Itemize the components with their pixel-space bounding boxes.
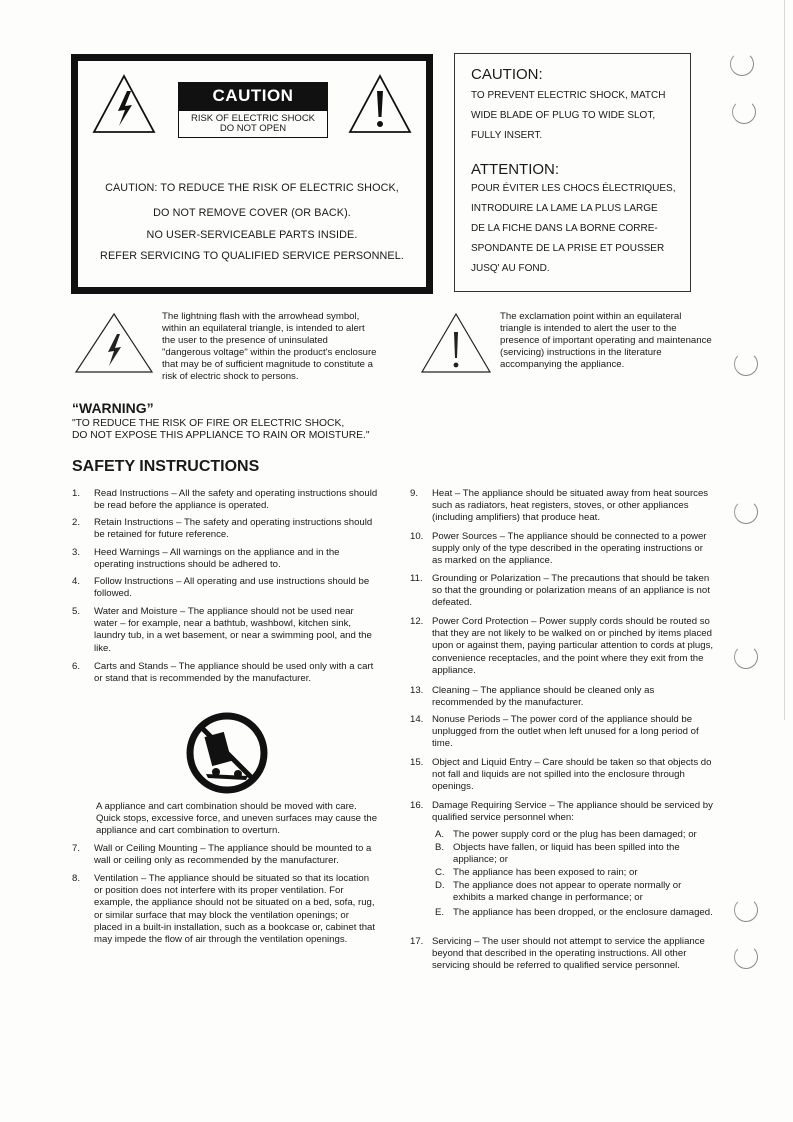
caution-line-2: DO NOT REMOVE COVER (OR BACK). — [153, 207, 351, 219]
sub-item-letter: D. — [435, 880, 445, 891]
binder-hole-mark — [730, 52, 754, 76]
sub-item-text: The appliance has been exposed to rain; or — [453, 867, 638, 878]
item-number: 3. — [72, 547, 81, 558]
caution-line-3: NO USER-SERVICEABLE PARTS INSIDE. — [146, 229, 358, 241]
sub-item-text: The power supply cord or the plug has been damaged; or — [453, 829, 697, 840]
sub-item-letter: E. — [435, 907, 445, 918]
item-text: Cleaning – The appliance should be cleaned only as recommended by the manufacturer. — [432, 685, 655, 709]
plug-caution-box — [454, 53, 691, 292]
cart-note: A appliance and cart combination should be moved with care. Quick stops, excessive force, and uneven surfaces may cause the appliance and cart combination to overturn. — [96, 801, 378, 837]
item-number: 10. — [410, 531, 424, 542]
sub-item-letter: A. — [435, 829, 445, 840]
sub-item-text: Objects have fallen, or liquid has been spilled into the appliance; or — [453, 842, 680, 866]
warning-title: “WARNING” — [72, 400, 154, 416]
plug-caution-title: CAUTION: — [471, 66, 543, 83]
page-edge-line — [784, 0, 785, 720]
item-number: 15. — [410, 757, 424, 768]
attention-line-3: DE LA FICHE DANS LA BORNE CORRE- — [471, 223, 658, 234]
item-number: 5. — [72, 606, 81, 617]
item-number: 11. — [410, 573, 423, 584]
item-text: Water and Moisture – The appliance should not be used near water – for example, near a bathtub, washbowl, kitchen sink, laundry tub, in a wet basement, or near a swimming pool, and the like. — [94, 606, 372, 654]
exclamation-symbol-text: The exclamation point within an equilateral triangle is intended to alert the user to the presence of important operating and maintenance (servicing) instructions in the literature accompanying the appliance. — [500, 311, 712, 370]
item-text: Heat – The appliance should be situated away from heat sources such as radiators, heat registers, stoves, or other appliances (including amplifiers) that produce heat. — [432, 488, 709, 524]
binder-hole-mark — [734, 898, 758, 922]
warning-line-1: "TO REDUCE THE RISK OF FIRE OR ELECTRIC SHOCK, — [72, 418, 345, 429]
caution-banner: CAUTION — [178, 82, 328, 110]
binder-hole-mark — [734, 645, 758, 669]
item-number: 8. — [72, 873, 81, 884]
item-text: Carts and Stands – The appliance should be used only with a cart or stand that is recommended by the manufacturer. — [94, 661, 374, 685]
item-text: Retain Instructions – The safety and operating instructions should be retained for future reference. — [94, 517, 373, 541]
item-number: 12. — [410, 616, 424, 627]
attention-title: ATTENTION: — [471, 161, 560, 178]
sub-item-text: The appliance has been dropped, or the enclosure damaged. — [453, 907, 713, 918]
item-text: Ventilation – The appliance should be situated so that its location or position does not interfere with its proper ventilation. For example, the appliance should not be situated on a bed, sofa, rug, or similar surface that may block the ventilation openings; or placed in a built-in installation, such as a bookcase or, cabinet that may impede the flow of air through the ventilation openings. — [94, 873, 376, 946]
item-text: Damage Requiring Service – The appliance should be serviced by qualified service personnel when: — [432, 800, 713, 824]
item-text: Power Cord Protection – Power supply cords should be routed so that they are not likely to be walked on or pinched by items placed upon or against them, paying particular attention to cords at plugs, convenience receptacles, and the point where they exit from the appliance. — [432, 616, 714, 676]
item-number: 16. — [410, 800, 424, 811]
binder-hole-mark — [732, 100, 756, 124]
safety-instructions-title: SAFETY INSTRUCTIONS — [72, 458, 260, 475]
item-number: 7. — [72, 843, 81, 854]
item-text: Follow Instructions – All operating and use instructions should be followed. — [94, 576, 370, 600]
attention-line-1: POUR ÉVITER LES CHOCS ÉLECTRIQUES, — [471, 183, 676, 194]
plug-caution-line-1: TO PREVENT ELECTRIC SHOCK, MATCH — [471, 90, 666, 101]
item-text: Grounding or Polarization – The precautions that should be taken so that the grounding or polarization means of an appliance is not defeated. — [432, 573, 710, 609]
item-number: 14. — [410, 714, 424, 725]
item-number: 6. — [72, 661, 81, 672]
risk-line-1: RISK OF ELECTRIC SHOCK — [190, 113, 316, 124]
sub-item-letter: B. — [435, 842, 445, 853]
item-number: 13. — [410, 685, 424, 696]
caution-line-1: CAUTION: TO REDUCE THE RISK OF ELECTRIC SHOCK, — [105, 182, 399, 194]
item-text: Servicing – The user should not attempt to service the appliance beyond that described in the operating instructions. All other servicing should be referred to qualified service personnel. — [432, 936, 705, 972]
cart-tip-over-icon — [186, 712, 268, 794]
risk-of-shock-label — [178, 110, 328, 138]
attention-line-5: JUSQ' AU FOND. — [471, 263, 550, 274]
lightning-warning-icon — [92, 73, 156, 135]
caution-label-box — [71, 54, 433, 294]
attention-line-4: SPONDANTE DE LA PRISE ET POUSSER — [471, 243, 665, 254]
caution-line-4: REFER SERVICING TO QUALIFIED SERVICE PERSONNEL. — [100, 250, 404, 262]
exclamation-symbol-icon — [420, 312, 492, 374]
warning-text — [72, 418, 412, 442]
plug-caution-line-2: WIDE BLADE OF PLUG TO WIDE SLOT, — [471, 110, 656, 121]
item-text: Read Instructions – All the safety and operating instructions should be read before the appliance is operated. — [94, 488, 378, 512]
item-text: Wall or Ceiling Mounting – The appliance should be mounted to a wall or ceiling only as recommended by the manufacturer. — [94, 843, 372, 867]
item-text: Power Sources – The appliance should be connected to a power supply only of the type described in the operating instructions or as marked on the appliance. — [432, 531, 707, 567]
item-number: 9. — [410, 488, 419, 499]
item-number: 17. — [410, 936, 424, 947]
item-text: Heed Warnings – All warnings on the appliance and in the operating instructions should be adhered to. — [94, 547, 340, 571]
plug-caution-line-3: FULLY INSERT. — [471, 130, 543, 141]
sub-item-text: The appliance does not appear to operate normally or exhibits a marked change in performance; or — [453, 880, 682, 904]
item-number: 4. — [72, 576, 81, 587]
item-text: Object and Liquid Entry – Care should be taken so that objects do not fall and liquids are not spilled into the enclosure through openings. — [432, 757, 712, 793]
binder-hole-mark — [734, 945, 758, 969]
item-number: 2. — [72, 517, 81, 528]
binder-hole-mark — [734, 352, 758, 376]
exclamation-warning-icon — [348, 73, 412, 135]
lightning-symbol-text: The lightning flash with the arrowhead symbol, within an equilateral triangle, is intended to alert the user to the presence of uninsulated "dangerous voltage" within the product's enclosure that may be of sufficient magnitude to constitute a risk of electric shock to persons. — [162, 311, 377, 382]
risk-line-2: DO NOT OPEN — [219, 123, 287, 134]
warning-line-2: DO NOT EXPOSE THIS APPLIANCE TO RAIN OR MOISTURE." — [72, 430, 370, 441]
attention-line-2: INTRODUIRE LA LAME LA PLUS LARGE — [471, 203, 658, 214]
binder-hole-mark — [734, 500, 758, 524]
item-text: Nonuse Periods – The power cord of the appliance should be unplugged from the outlet when left unused for a long period of time. — [432, 714, 699, 750]
lightning-symbol-icon — [74, 312, 154, 374]
item-number: 1. — [72, 488, 81, 499]
sub-item-letter: C. — [435, 867, 445, 878]
